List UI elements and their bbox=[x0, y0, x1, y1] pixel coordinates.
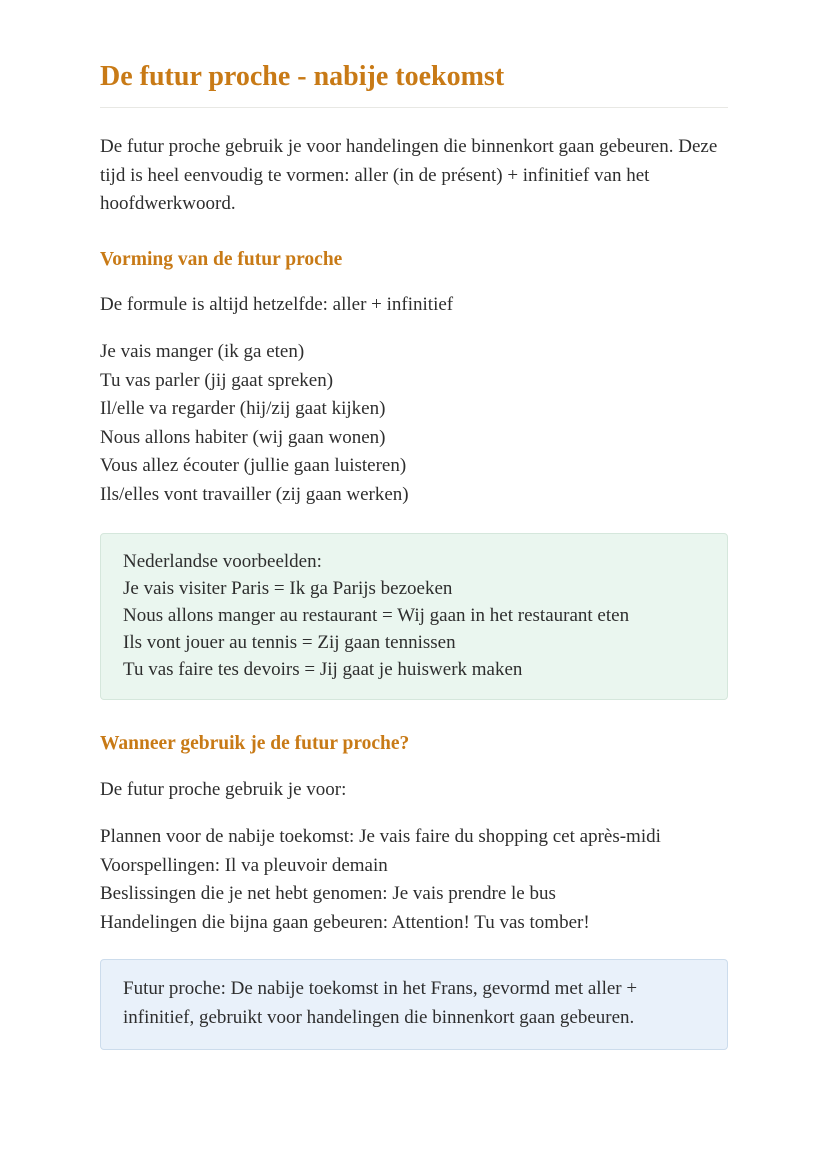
section-heading-vorming: Vorming van de futur proche bbox=[100, 248, 343, 270]
conjugation-line: Tu vas parler (jij gaat spreken) bbox=[100, 369, 334, 391]
example-line: Ils vont jouer au tennis = Zij gaan tennissen bbox=[123, 631, 456, 653]
intro-paragraph: De futur proche gebruik je voor handelingen die binnenkort gaan gebeuren. Deze tijd is heel eenvoudig te vormen: aller (in de présent) + infinitief van het hoofdwerkwoord. bbox=[100, 136, 718, 214]
formula-text: De formule is altijd hetzelfde: aller + infinitief bbox=[100, 293, 454, 315]
conjugation-line: Nous allons habiter (wij gaan wonen) bbox=[100, 426, 386, 448]
examples-box-title: Nederlandse voorbeelden: bbox=[123, 550, 322, 572]
conjugation-line: Ils/elles vont travailler (zij gaan werken) bbox=[100, 483, 409, 505]
usage-line: Beslissingen die je net hebt genomen: Je vais prendre le bus bbox=[100, 883, 556, 905]
usage-line: Voorspellingen: Il va pleuvoir demain bbox=[100, 854, 388, 876]
usage-line: Plannen voor de nabije toekomst: Je vais faire du shopping cet après-midi bbox=[100, 826, 661, 848]
examples-callout-box bbox=[100, 533, 728, 700]
usage-line: Handelingen die bijna gaan gebeuren: Attention! Tu vas tomber! bbox=[100, 911, 590, 933]
conjugation-line: Il/elle va regarder (hij/zij gaat kijken) bbox=[100, 398, 386, 420]
conjugation-line: Je vais manger (ik ga eten) bbox=[100, 341, 305, 362]
usage-list bbox=[100, 823, 728, 937]
example-line: Tu vas faire tes devoirs = Jij gaat je huiswerk maken bbox=[123, 658, 523, 680]
example-line: Nous allons manger au restaurant = Wij gaan in het restaurant eten bbox=[123, 604, 630, 626]
conjugation-line: Vous allez écouter (jullie gaan luisteren) bbox=[100, 455, 407, 477]
page-title: De futur proche - nabije toekomst bbox=[100, 60, 728, 108]
summary-text: Futur proche: De nabije toekomst in het Frans, gevormd met aller + infinitief, gebruikt voor handelingen die binnenkort gaan gebeuren. bbox=[123, 978, 638, 1028]
summary-callout-box bbox=[100, 959, 728, 1050]
example-line: Je vais visiter Paris = Ik ga Parijs bezoeken bbox=[123, 577, 453, 599]
section-heading-gebruik: Wanneer gebruik je de futur proche? bbox=[100, 732, 410, 754]
gebruik-intro-text: De futur proche gebruik je voor: bbox=[100, 778, 347, 800]
conjugation-list bbox=[100, 338, 728, 510]
